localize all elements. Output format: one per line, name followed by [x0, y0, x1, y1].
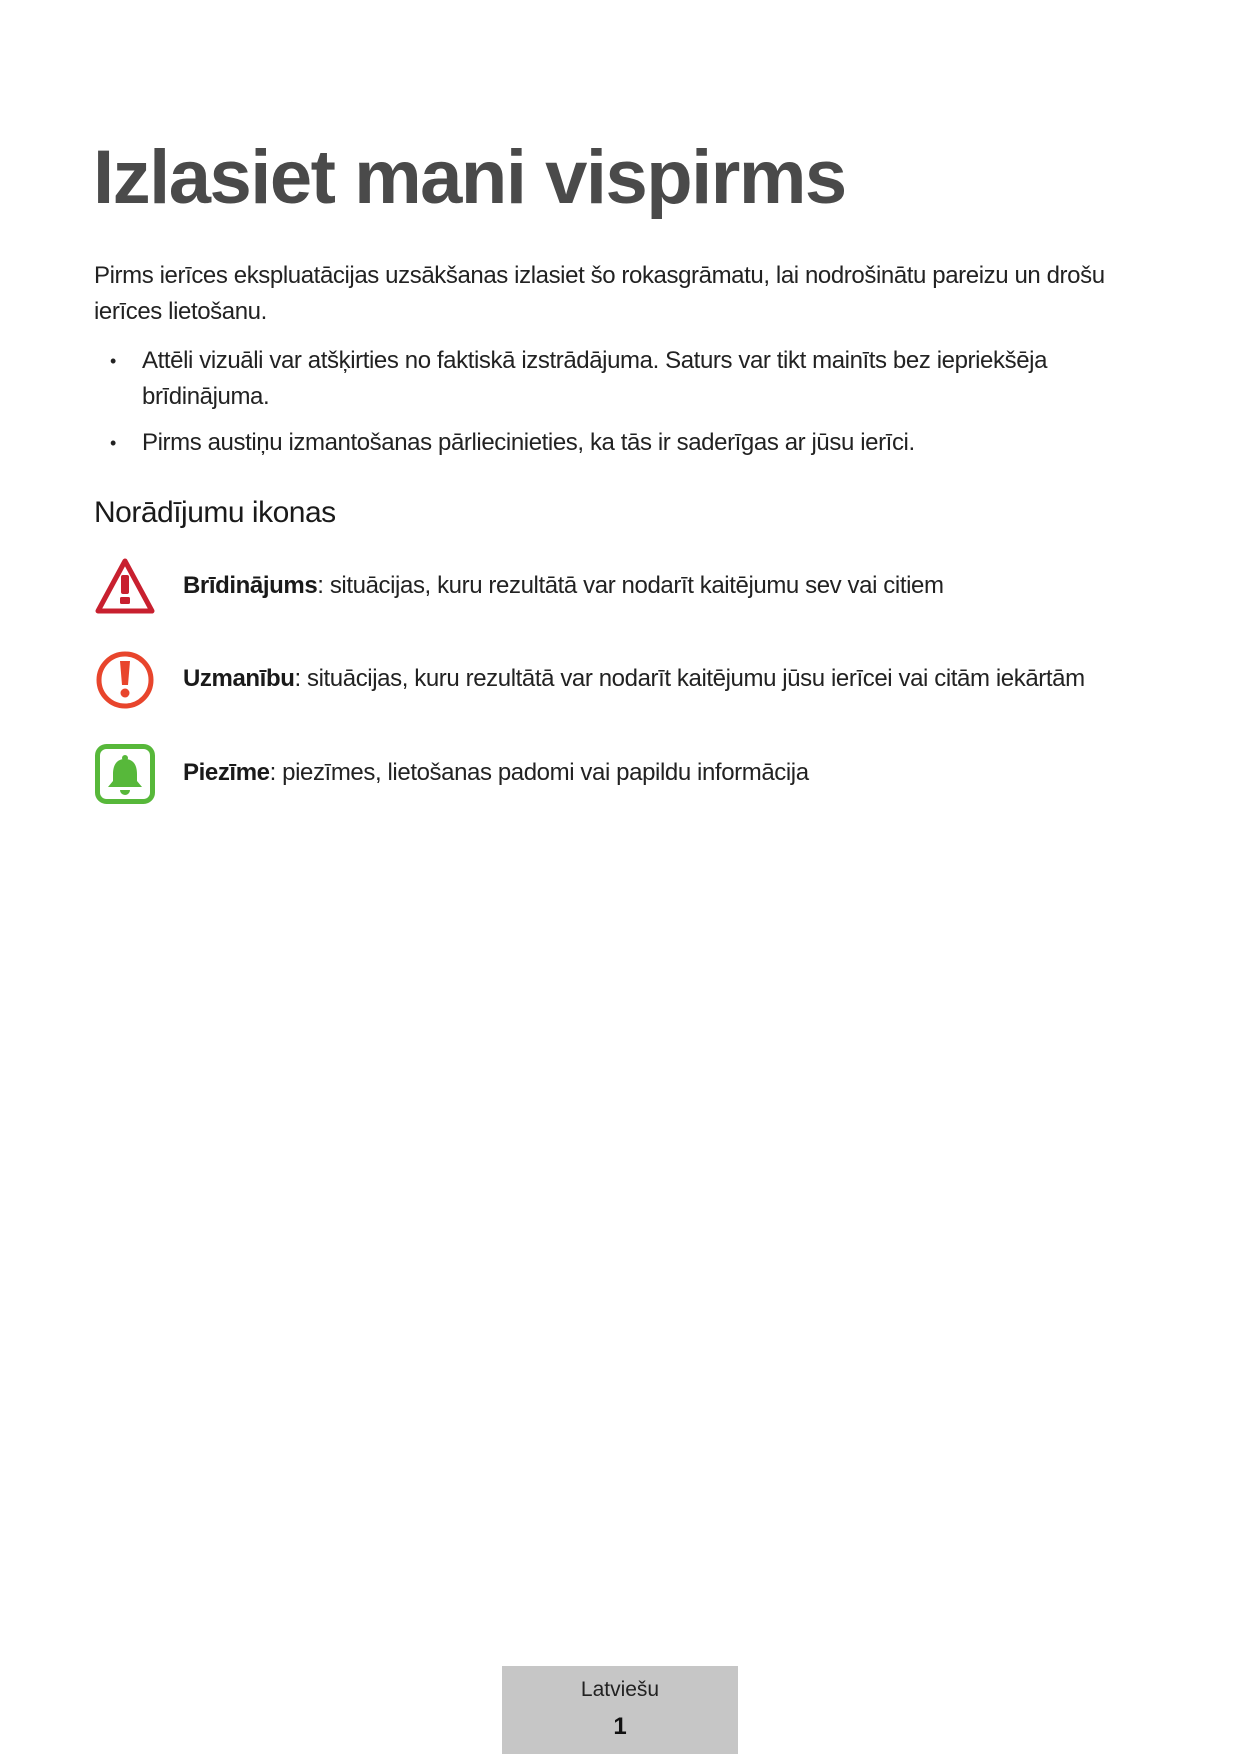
- page-footer: [502, 1666, 738, 1754]
- bullet-symbol: •: [110, 433, 116, 453]
- bullet-text: Pirms austiņu izmantošanas pārliecinieties, ka tās ir saderīgas ar jūsu ierīci.: [142, 429, 915, 456]
- bullet-symbol: •: [110, 351, 116, 371]
- icon-legend-note: [94, 743, 1194, 807]
- caution-label: Uzmanību: [183, 665, 295, 692]
- page-title: Izlasiet mani vispirms: [93, 135, 846, 220]
- warning-text: : situācijas, kuru rezultātā var nodarīt kaitējumu sev vai citiem: [317, 572, 944, 599]
- note-text: : piezīmes, lietošanas padomi vai papildu informācija: [269, 759, 809, 786]
- caution-text: : situācijas, kuru rezultātā var nodarīt kaitējumu jūsu ierīcei vai citām iekārtām: [294, 665, 1085, 692]
- note-label: Piezīme: [183, 759, 270, 786]
- caution-circle-icon: [94, 649, 156, 711]
- warning-triangle-icon: [94, 556, 156, 618]
- list-item: [94, 425, 1154, 461]
- section-title: Norādījumu ikonas: [94, 496, 336, 529]
- note-bell-icon: [94, 743, 156, 805]
- icon-legend-warning: [94, 556, 1194, 620]
- bullet-list: [94, 343, 1154, 471]
- footer-language: Latviešu: [580, 1678, 660, 1701]
- bullet-text: Attēli vizuāli var atšķirties no faktiskā izstrādājuma. Saturs var tikt mainīts bez iepriekšēja brīdinājuma.: [142, 347, 1048, 410]
- note-description: [183, 755, 809, 791]
- intro-paragraph: Pirms ierīces ekspluatācijas uzsākšanas izlasiet šo rokasgrāmatu, lai nodrošinātu pareizu un drošu ierīces lietošanu.: [94, 262, 1105, 325]
- caution-description: [183, 661, 1085, 697]
- warning-description: [183, 568, 944, 604]
- warning-label: Brīdinājums: [183, 572, 318, 599]
- list-item: [94, 343, 1154, 415]
- page-number: 1: [613, 1713, 627, 1740]
- icon-legend-caution: [94, 649, 1194, 713]
